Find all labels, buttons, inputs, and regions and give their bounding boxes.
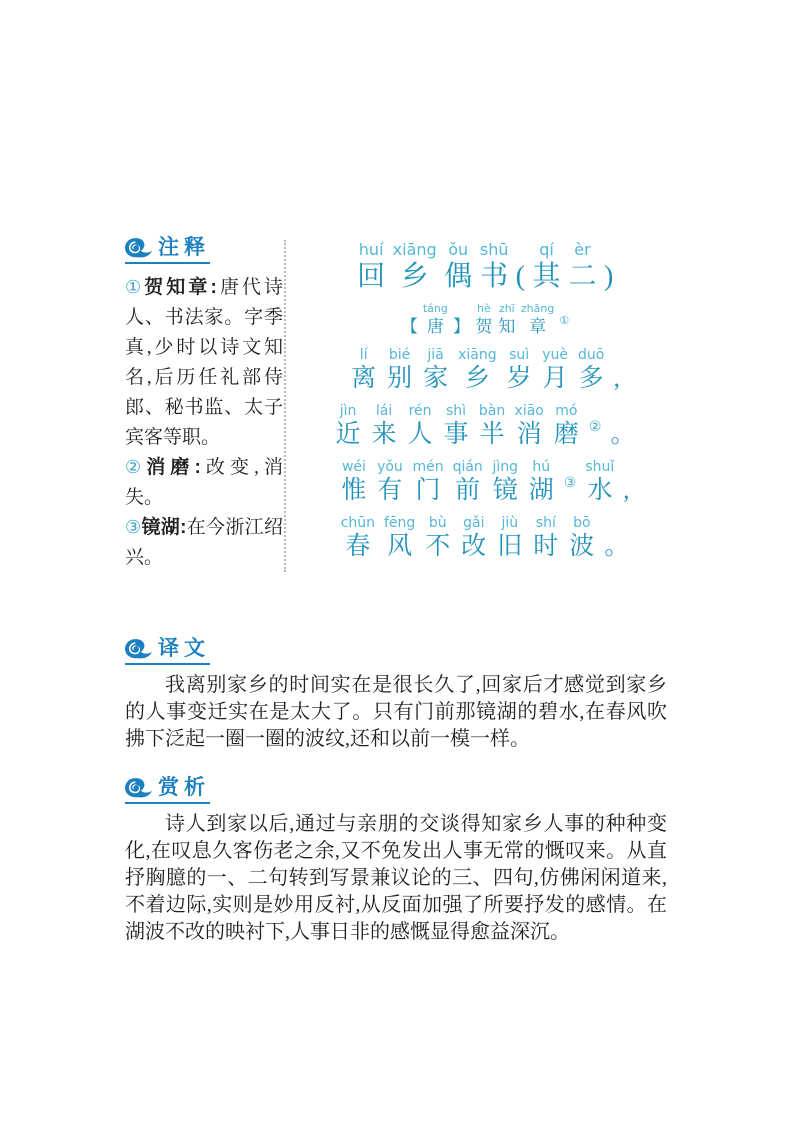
poem-word [496, 514, 523, 562]
note-item [125, 513, 283, 573]
poem-line-4 [295, 514, 675, 562]
poem-line-1 [295, 346, 675, 394]
poem-character: 磨 [553, 421, 579, 448]
poem-word [521, 302, 554, 338]
poem-word [585, 458, 614, 506]
pinyin-label: lí [359, 347, 368, 363]
pinyin-label: xiāng [458, 347, 497, 363]
poem-character: 章 [529, 317, 547, 336]
pinyin-label: xiāo [514, 403, 544, 419]
footnote-ref: ① [559, 314, 570, 327]
pinyin-label: bàn [478, 403, 506, 419]
pinyin-label: gǎi [463, 515, 485, 531]
pinyin-label: hè [476, 302, 491, 315]
poem-word [341, 514, 375, 562]
poem-character: 偶 [444, 261, 473, 292]
poem-word [393, 240, 437, 294]
poem-character: 离 [351, 365, 377, 392]
poem-character: 消 [516, 421, 542, 448]
translation-header-label: 译文 [158, 637, 210, 660]
note-number: ② [125, 457, 147, 478]
poem-word [424, 514, 451, 562]
pinyin-label: bù [428, 515, 447, 531]
poem-character: 水 [587, 477, 613, 504]
pinyin-label: èr [574, 240, 591, 259]
pinyin-label: jiù [501, 515, 519, 531]
note-term: 消磨: [146, 457, 201, 478]
pinyin-label: lái [375, 403, 393, 419]
pinyin-label: jìn [339, 403, 357, 419]
poem-character: 人 [407, 421, 433, 448]
pinyin-label: táng [422, 302, 448, 315]
pinyin-label: fēng [384, 515, 416, 531]
notes-section [125, 237, 283, 573]
footnote-ref: ② [588, 419, 602, 435]
poem-word [453, 458, 483, 506]
poem-character: 半 [479, 421, 505, 448]
poem-word [407, 402, 434, 450]
translation-header [125, 638, 210, 665]
poem-character: 其 [532, 261, 561, 292]
pinyin-label: xiāng [392, 240, 437, 259]
poem-character: 风 [387, 533, 413, 560]
pinyin-label: hú [532, 459, 551, 475]
translation-text: 我离别家乡的时间实在是很长久了,回家后才感觉到家乡的人事变迁实在是太大了。只有门前那镜湖的碧水,在春风吹拂下泛起一圈一圈的波纹,还和以前一模一样。 [125, 674, 667, 750]
pinyin-label: zhī [498, 302, 515, 315]
poem-word [443, 402, 470, 450]
poem-character: 旧 [497, 533, 523, 560]
poem-character: 唐 [426, 317, 444, 336]
poem-title [295, 240, 675, 294]
analysis-header-label: 赏析 [158, 776, 210, 799]
note-term: 镜湖: [141, 517, 187, 538]
poem-character: 贺 [475, 317, 493, 336]
poem-word [532, 240, 561, 294]
poem-character: 岁 [506, 365, 532, 392]
poem-word [542, 346, 569, 394]
poem-character: 事 [443, 421, 469, 448]
poem-word [412, 458, 443, 506]
notes-header [125, 237, 210, 264]
pinyin-label: yuè [542, 347, 569, 363]
poem-character: 镜 [492, 477, 518, 504]
poem-word [578, 346, 605, 394]
poem-character: 乡 [400, 261, 429, 292]
pinyin-label: qián [452, 459, 483, 475]
poem-word [422, 346, 449, 394]
pinyin-label: shí [535, 515, 556, 531]
pinyin-label: duō [577, 347, 605, 363]
analysis-section [125, 777, 667, 946]
poem-character: 时 [533, 533, 559, 560]
pinyin-label: huí [358, 240, 384, 259]
wave-logo-icon [125, 639, 152, 660]
poem-word [480, 240, 509, 294]
poem-character: 门 [415, 477, 441, 504]
poem-word [357, 240, 386, 294]
note-definition: 改变,消失。 [125, 457, 283, 508]
poem-word [515, 402, 544, 450]
poem-punctuation: , [623, 477, 630, 504]
pinyin-label: yǒu [377, 459, 403, 475]
poem-word [423, 302, 448, 338]
note-item [125, 453, 283, 513]
poem-character: 二 [568, 261, 597, 292]
note-item [125, 273, 283, 453]
poem-character: 惟 [341, 477, 367, 504]
poem-word [498, 302, 516, 338]
poem-word [528, 458, 555, 506]
pinyin-label: rén [408, 403, 432, 419]
poem-punctuation: 。 [604, 533, 630, 560]
poem-character: 别 [387, 365, 413, 392]
note-definition: 唐代诗人、书法家。字季真,少时以诗文知名,后历任礼部侍郎、秘书监、太子宾客等职。 [125, 277, 284, 448]
poem-character: 前 [455, 477, 481, 504]
poem-word [479, 402, 506, 450]
note-definition: 在今浙江绍兴。 [125, 517, 283, 568]
wave-logo-icon [125, 238, 152, 259]
poem-character: 改 [461, 533, 487, 560]
poem-punctuation: 【 [400, 317, 418, 336]
poem-word [458, 346, 497, 394]
poem-character: 近 [335, 421, 361, 448]
analysis-text: 诗人到家以后,通过与亲朋的交谈得知家乡人事的种种变化,在叹息久客伤老之余,又不免发出人事无常的慨叹来。从直抒胸臆的一、二句转到写景兼议论的三、四句,仿佛闲闲道来,不着边际,实则是妙用反衬,从反面加强了所要抒发的感情。在湖波不改的映衬下,人事日非的感慨显得愈益深沉。 [125, 813, 667, 943]
pinyin-label: shū [479, 240, 509, 259]
pinyin-label: chūn [340, 515, 375, 531]
pinyin-label: wéi [341, 459, 366, 475]
poem-line-3 [295, 458, 675, 506]
poem-word [475, 302, 493, 338]
pinyin-label: qí [539, 240, 554, 259]
poem-character: 波 [569, 533, 595, 560]
wave-logo-icon [125, 778, 152, 799]
column-divider [284, 240, 286, 572]
poem-word [460, 514, 487, 562]
note-number: ③ [125, 517, 142, 538]
pinyin-label: jìng [492, 459, 519, 475]
note-number: ① [125, 277, 145, 298]
note-term: 贺知章: [144, 277, 217, 298]
pinyin-label: bō [573, 515, 591, 531]
poem-character: 回 [357, 261, 386, 292]
poem-character: 月 [542, 365, 568, 392]
pinyin-label: bié [388, 347, 411, 363]
poem-word [386, 346, 413, 394]
poem-word [350, 346, 377, 394]
poem-word [553, 402, 580, 450]
poem-word [384, 514, 415, 562]
pinyin-label: zhāng [520, 302, 555, 315]
poem-character: 书 [480, 261, 509, 292]
poem-word [340, 458, 367, 506]
poem-character: 春 [345, 533, 371, 560]
pinyin-label: mó [555, 403, 578, 419]
poem-punctuation: ) [604, 261, 614, 292]
pinyin-label: shuǐ [585, 459, 615, 475]
poem-word [568, 240, 597, 294]
poem-character: 知 [498, 317, 516, 336]
poem-character: 湖 [528, 477, 554, 504]
poem-word [371, 402, 398, 450]
pinyin-label: mén [412, 459, 444, 475]
poem-character: 乡 [464, 365, 490, 392]
poem-character: 不 [425, 533, 451, 560]
poem-character: 家 [423, 365, 449, 392]
translation-section [125, 638, 667, 753]
poem-punctuation: 】 [452, 317, 470, 336]
poem-section [295, 240, 675, 562]
poem-character: 来 [371, 421, 397, 448]
pinyin-label: shì [446, 403, 467, 419]
poem-author [295, 302, 675, 338]
poem-word [532, 514, 559, 562]
poem-character: 多 [578, 365, 604, 392]
poem-word [444, 240, 473, 294]
poem-word [492, 458, 519, 506]
poem-punctuation: ( [515, 261, 525, 292]
poem-punctuation: 。 [610, 421, 636, 448]
poem-punctuation: , [613, 365, 620, 392]
poem-line-2 [295, 402, 675, 450]
notes-header-label: 注释 [158, 236, 210, 259]
poem-word [376, 458, 403, 506]
analysis-header [125, 777, 210, 804]
poem-character: 有 [377, 477, 403, 504]
poem-word [568, 514, 595, 562]
pinyin-label: suì [509, 347, 530, 363]
footnote-ref: ③ [563, 475, 577, 491]
poem-word [335, 402, 362, 450]
pinyin-label: jiā [427, 347, 444, 363]
poem-word [506, 346, 533, 394]
pinyin-label: ǒu [448, 240, 469, 259]
notes-list [125, 273, 283, 573]
